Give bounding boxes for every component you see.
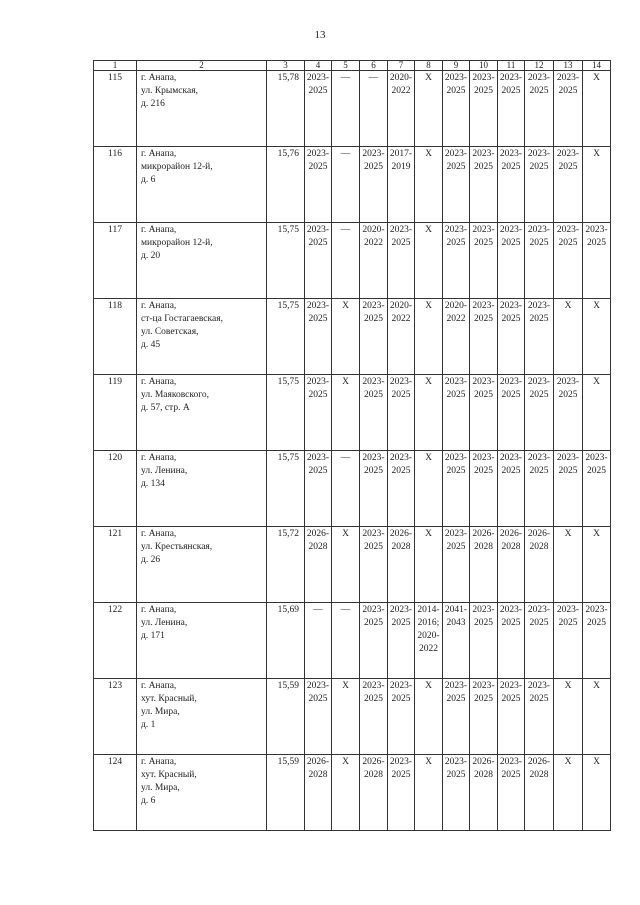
period-cell: 2023- 2025 bbox=[554, 603, 583, 679]
table-row bbox=[94, 679, 611, 755]
period-cell: — bbox=[332, 71, 360, 147]
period-cell: — bbox=[360, 71, 388, 147]
period-cell: 2023- 2025 bbox=[470, 223, 498, 299]
row-number-cell: 123 bbox=[94, 679, 137, 755]
row-number-cell: 121 bbox=[94, 527, 137, 603]
period-cell: 2023- 2025 bbox=[525, 299, 554, 375]
period-cell: 2023- 2025 bbox=[443, 755, 470, 831]
period-cell: 2023- 2025 bbox=[443, 71, 470, 147]
period-cell: — bbox=[305, 603, 332, 679]
period-cell: 2023- 2025 bbox=[525, 679, 554, 755]
period-cell: X bbox=[415, 71, 443, 147]
period-cell: 2023- 2025 bbox=[360, 527, 388, 603]
period-cell: 2023- 2025 bbox=[305, 451, 332, 527]
period-cell: X bbox=[554, 299, 583, 375]
period-cell: 2017- 2019 bbox=[388, 147, 415, 223]
row-number-cell: 116 bbox=[94, 147, 137, 223]
area-cell: 15,75 bbox=[267, 451, 305, 527]
period-cell: 2023- 2025 bbox=[583, 451, 611, 527]
period-cell: 2020- 2022 bbox=[388, 71, 415, 147]
period-cell: 2041- 2043 bbox=[443, 603, 470, 679]
period-cell: X bbox=[415, 451, 443, 527]
address-cell: г. Анапа, ул. Маяковского, д. 57, стр. А bbox=[137, 375, 267, 451]
period-cell: X bbox=[415, 299, 443, 375]
period-cell: 2023- 2025 bbox=[443, 375, 470, 451]
period-cell: 2014- 2016; 2020- 2022 bbox=[415, 603, 443, 679]
address-cell: г. Анапа, хут. Красный, ул. Мира, д. 6 bbox=[137, 755, 267, 831]
area-cell: 15,78 bbox=[267, 71, 305, 147]
period-cell: 2023- 2025 bbox=[305, 375, 332, 451]
period-cell: 2023- 2025 bbox=[470, 603, 498, 679]
address-cell: г. Анапа, ул. Ленина, д. 171 bbox=[137, 603, 267, 679]
period-cell: 2023- 2025 bbox=[443, 223, 470, 299]
table-row bbox=[94, 71, 611, 147]
row-number-cell: 120 bbox=[94, 451, 137, 527]
area-cell: 15,72 bbox=[267, 527, 305, 603]
period-cell: X bbox=[583, 375, 611, 451]
area-cell: 15,59 bbox=[267, 755, 305, 831]
period-cell: X bbox=[554, 679, 583, 755]
period-cell: 2023- 2025 bbox=[554, 147, 583, 223]
period-cell: 2023- 2025 bbox=[470, 451, 498, 527]
table-row bbox=[94, 451, 611, 527]
address-cell: г. Анапа, ул. Крестьянская, д. 26 bbox=[137, 527, 267, 603]
address-cell: г. Анапа, ул. Ленина, д. 134 bbox=[137, 451, 267, 527]
period-cell: 2023- 2025 bbox=[554, 451, 583, 527]
page-number: 13 bbox=[314, 29, 326, 41]
period-cell: X bbox=[554, 755, 583, 831]
period-cell: 2026- 2028 bbox=[388, 527, 415, 603]
period-cell: 2023- 2025 bbox=[388, 679, 415, 755]
period-cell: X bbox=[415, 679, 443, 755]
period-cell: 2023- 2025 bbox=[498, 147, 525, 223]
address-cell: г. Анапа, ул. Крымская, д. 216 bbox=[137, 71, 267, 147]
period-cell: 2023- 2025 bbox=[443, 527, 470, 603]
period-cell: 2023- 2025 bbox=[498, 603, 525, 679]
address-cell: г. Анапа, микрорайон 12-й, д. 20 bbox=[137, 223, 267, 299]
period-cell: X bbox=[583, 755, 611, 831]
period-cell: 2023- 2025 bbox=[525, 71, 554, 147]
period-cell: 2023- 2025 bbox=[498, 299, 525, 375]
period-cell: 2023- 2025 bbox=[360, 299, 388, 375]
period-cell: 2026- 2028 bbox=[305, 527, 332, 603]
period-cell: X bbox=[332, 755, 360, 831]
period-cell: 2023- 2025 bbox=[554, 223, 583, 299]
period-cell: 2020- 2022 bbox=[388, 299, 415, 375]
period-cell: 2023- 2025 bbox=[388, 375, 415, 451]
column-header: 1 bbox=[94, 61, 137, 71]
period-cell: 2026- 2028 bbox=[525, 755, 554, 831]
row-number-cell: 119 bbox=[94, 375, 137, 451]
period-cell: 2023- 2025 bbox=[525, 375, 554, 451]
period-cell: X bbox=[332, 527, 360, 603]
period-cell: X bbox=[583, 71, 611, 147]
period-cell: X bbox=[415, 223, 443, 299]
period-cell: X bbox=[415, 755, 443, 831]
area-cell: 15,75 bbox=[267, 375, 305, 451]
period-cell: 2023- 2025 bbox=[554, 71, 583, 147]
area-cell: 15,75 bbox=[267, 299, 305, 375]
period-cell: 2023- 2025 bbox=[470, 679, 498, 755]
area-cell: 15,69 bbox=[267, 603, 305, 679]
period-cell: 2023- 2025 bbox=[470, 71, 498, 147]
column-header: 13 bbox=[554, 61, 583, 71]
period-cell: 2023- 2025 bbox=[470, 147, 498, 223]
period-cell: 2026- 2028 bbox=[470, 755, 498, 831]
table-row bbox=[94, 527, 611, 603]
period-cell: 2023- 2025 bbox=[470, 299, 498, 375]
period-cell: 2023- 2025 bbox=[305, 147, 332, 223]
period-cell: X bbox=[583, 299, 611, 375]
period-cell: X bbox=[554, 527, 583, 603]
row-number-cell: 124 bbox=[94, 755, 137, 831]
period-cell: X bbox=[332, 299, 360, 375]
period-cell: 2026- 2028 bbox=[360, 755, 388, 831]
period-cell: 2023- 2025 bbox=[388, 603, 415, 679]
period-cell: 2023- 2025 bbox=[443, 451, 470, 527]
period-cell: — bbox=[332, 147, 360, 223]
period-cell: 2023- 2025 bbox=[498, 223, 525, 299]
period-cell: 2026- 2028 bbox=[525, 527, 554, 603]
period-cell: 2023- 2025 bbox=[470, 375, 498, 451]
period-cell: X bbox=[415, 147, 443, 223]
area-cell: 15,76 bbox=[267, 147, 305, 223]
period-cell: 2023- 2025 bbox=[305, 299, 332, 375]
period-cell: 2023- 2025 bbox=[305, 223, 332, 299]
period-cell: 2023- 2025 bbox=[360, 147, 388, 223]
period-cell: 2023- 2025 bbox=[360, 679, 388, 755]
area-cell: 15,59 bbox=[267, 679, 305, 755]
period-cell: 2023- 2025 bbox=[360, 375, 388, 451]
period-cell: X bbox=[332, 679, 360, 755]
period-cell: 2023- 2025 bbox=[498, 451, 525, 527]
period-cell: X bbox=[583, 147, 611, 223]
schedule-table bbox=[93, 60, 611, 831]
column-header: 4 bbox=[305, 61, 332, 71]
column-header: 9 bbox=[443, 61, 470, 71]
column-header: 5 bbox=[332, 61, 360, 71]
period-cell: 2023- 2025 bbox=[525, 451, 554, 527]
table-row bbox=[94, 375, 611, 451]
period-cell: 2023- 2025 bbox=[525, 223, 554, 299]
column-header: 11 bbox=[498, 61, 525, 71]
table-row bbox=[94, 223, 611, 299]
period-cell: 2023- 2025 bbox=[360, 451, 388, 527]
period-cell: X bbox=[332, 375, 360, 451]
period-cell: X bbox=[583, 679, 611, 755]
row-number-cell: 118 bbox=[94, 299, 137, 375]
period-cell: 2023- 2025 bbox=[498, 679, 525, 755]
address-cell: г. Анапа, хут. Красный, ул. Мира, д. 1 bbox=[137, 679, 267, 755]
period-cell: 2023- 2025 bbox=[525, 147, 554, 223]
period-cell: — bbox=[332, 223, 360, 299]
period-cell: 2023- 2025 bbox=[443, 147, 470, 223]
header-row bbox=[94, 61, 611, 71]
column-header: 8 bbox=[415, 61, 443, 71]
period-cell: 2026- 2028 bbox=[470, 527, 498, 603]
table-row bbox=[94, 603, 611, 679]
period-cell: 2020- 2022 bbox=[360, 223, 388, 299]
period-cell: 2026- 2028 bbox=[498, 527, 525, 603]
period-cell: 2023- 2025 bbox=[305, 679, 332, 755]
column-header: 7 bbox=[388, 61, 415, 71]
column-header: 10 bbox=[470, 61, 498, 71]
column-header: 3 bbox=[267, 61, 305, 71]
period-cell: — bbox=[332, 451, 360, 527]
period-cell: 2023- 2025 bbox=[388, 223, 415, 299]
period-cell: 2026- 2028 bbox=[305, 755, 332, 831]
address-cell: г. Анапа, ст-ца Гостагаевская, ул. Советская, д. 45 bbox=[137, 299, 267, 375]
area-cell: 15,75 bbox=[267, 223, 305, 299]
row-number-cell: 122 bbox=[94, 603, 137, 679]
period-cell: 2023- 2025 bbox=[498, 71, 525, 147]
table-row bbox=[94, 147, 611, 223]
table-row bbox=[94, 299, 611, 375]
period-cell: — bbox=[332, 603, 360, 679]
row-number-cell: 117 bbox=[94, 223, 137, 299]
column-header: 14 bbox=[583, 61, 611, 71]
period-cell: 2023- 2025 bbox=[388, 755, 415, 831]
row-number-cell: 115 bbox=[94, 71, 137, 147]
period-cell: 2023- 2025 bbox=[525, 603, 554, 679]
period-cell: 2023- 2025 bbox=[360, 603, 388, 679]
period-cell: 2023- 2025 bbox=[498, 755, 525, 831]
period-cell: X bbox=[415, 375, 443, 451]
period-cell: X bbox=[583, 527, 611, 603]
column-header: 6 bbox=[360, 61, 388, 71]
period-cell: X bbox=[415, 527, 443, 603]
address-cell: г. Анапа, микрорайон 12-й, д. 6 bbox=[137, 147, 267, 223]
column-header: 2 bbox=[137, 61, 267, 71]
period-cell: 2023- 2025 bbox=[443, 679, 470, 755]
period-cell: 2023- 2025 bbox=[554, 375, 583, 451]
table-row bbox=[94, 755, 611, 831]
period-cell: 2023- 2025 bbox=[498, 375, 525, 451]
period-cell: 2020- 2022 bbox=[443, 299, 470, 375]
period-cell: 2023- 2025 bbox=[583, 603, 611, 679]
column-header: 12 bbox=[525, 61, 554, 71]
period-cell: 2023- 2025 bbox=[583, 223, 611, 299]
period-cell: 2023- 2025 bbox=[388, 451, 415, 527]
period-cell: 2023- 2025 bbox=[305, 71, 332, 147]
